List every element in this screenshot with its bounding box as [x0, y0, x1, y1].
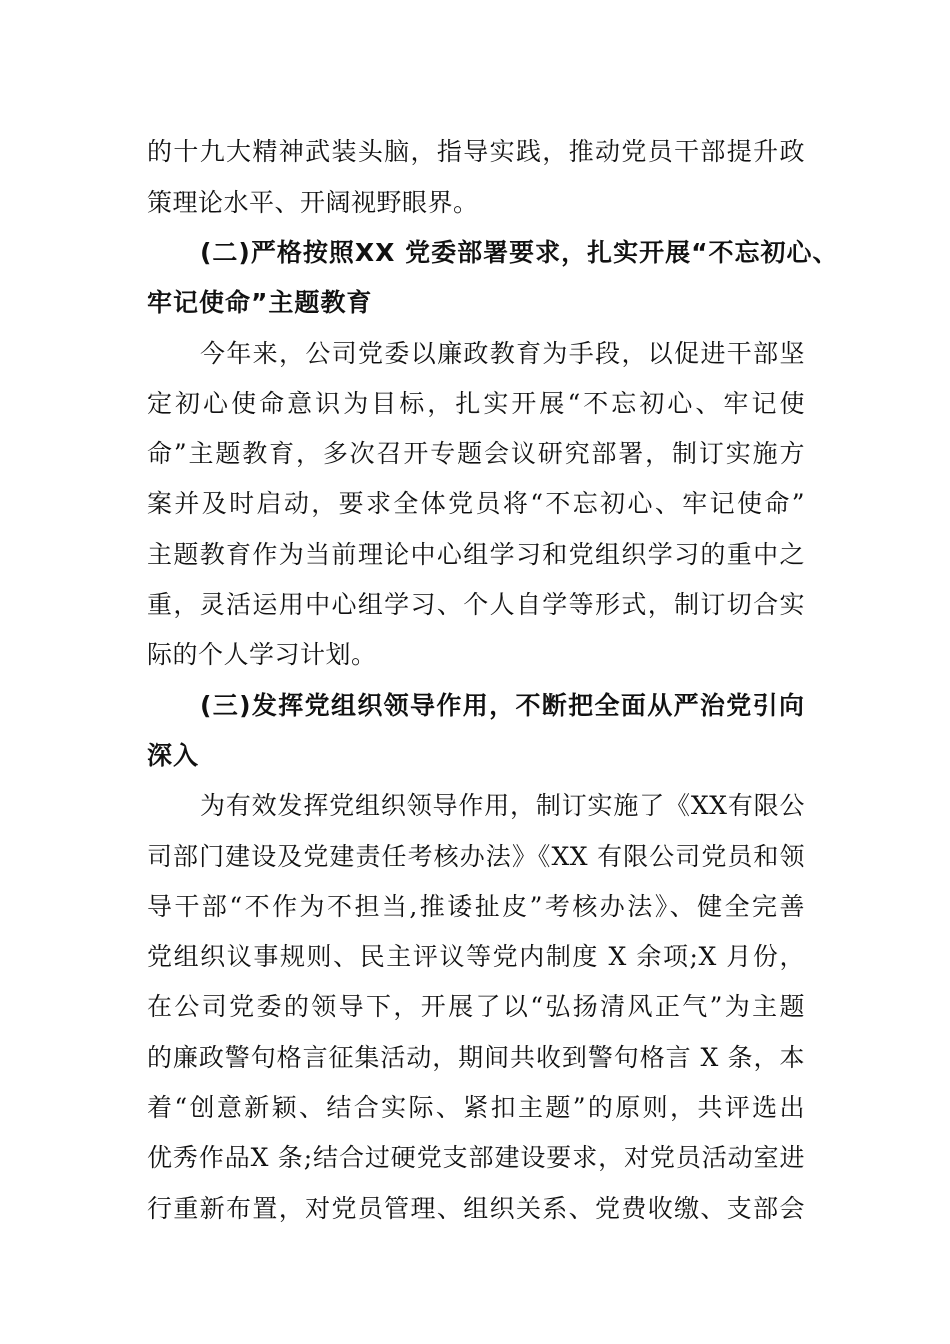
body-text-line: 定初心使命意识为目标，扎实开展“不忘初心、牢记使: [147, 389, 805, 418]
body-text-line: 为有效发挥党组织领导作用，制订实施了《XX有限公: [200, 791, 805, 820]
body-text-line: 际的个人学习计划。: [147, 640, 377, 669]
body-text-line: 导干部“不作为不担当,推诿扯皮”考核办法》、健全完善: [147, 892, 805, 921]
body-text-line: 在公司党委的领导下，开展了以“弘扬清风正气”为主题: [147, 992, 805, 1021]
body-text-line: 党组织议事规则、民主评议等党内制度 X 余项;X 月份，: [147, 942, 805, 971]
body-text-line: 今年来，公司党委以廉政教育为手段，以促进干部坚: [200, 339, 805, 368]
body-text-line: 案并及时启动，要求全体党员将“不忘初心、牢记使命”: [147, 489, 805, 518]
body-text-line: 的廉政警句格言征集活动，期间共收到警句格言 X 条，本: [147, 1043, 805, 1072]
body-text-line: 命”主题教育，多次召开专题会议研究部署，制订实施方: [147, 439, 805, 468]
section-heading-line: (二)严格按照XX 党委部署要求，扎实开展“不忘初心、: [200, 238, 839, 267]
body-text-line: 司部门建设及党建责任考核办法》《XX 有限公司党员和领: [147, 842, 805, 871]
body-text-line: 重，灵活运用中心组学习、个人自学等形式，制订切合实: [147, 590, 805, 619]
body-text-line: 的十九大精神武装头脑，指导实践，推动党员干部提升政: [147, 137, 805, 166]
body-text-line: 行重新布置，对党员管理、组织关系、党费收缴、支部会: [147, 1194, 805, 1223]
section-heading-line: 深入: [147, 741, 200, 770]
body-text-line: 策理论水平、开阔视野眼界。: [147, 188, 479, 217]
section-heading-line: 牢记使命”主题教育: [147, 288, 373, 317]
body-text-line: 优秀作品X 条;结合过硬党支部建设要求，对党员活动室进: [147, 1143, 805, 1172]
body-text-line: 主题教育作为当前理论中心组学习和党组织学习的重中之: [147, 540, 805, 569]
body-text-line: 着“创意新颖、结合实际、紧扣主题”的原则，共评选出: [147, 1093, 805, 1122]
section-heading-line: (三)发挥党组织领导作用，不断把全面从严治党引向: [200, 691, 805, 720]
